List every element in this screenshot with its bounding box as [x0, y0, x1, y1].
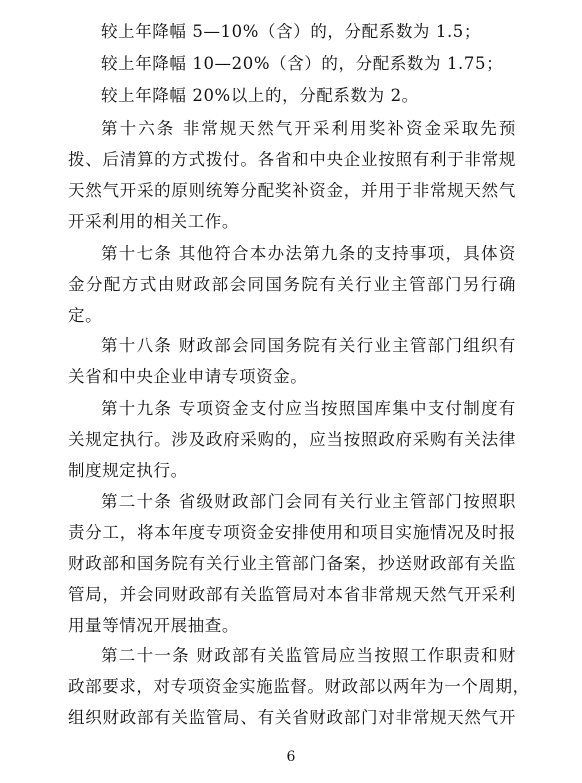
- article-16-line: 开采利用的相关工作。: [68, 212, 239, 231]
- article-16-line: 拨、后清算的方式拨付。各省和中央企业按照有利于非常规: [68, 150, 516, 169]
- article-17: [68, 238, 516, 331]
- coefficient-line-3: [68, 80, 516, 111]
- article-17-line: 第十七条 其他符合本办法第九条的支持事项，具体资: [101, 244, 516, 263]
- article-20: [68, 486, 516, 641]
- article-16-line: 天然气开采的原则统筹分配奖补资金，并用于非常规天然气: [68, 181, 516, 200]
- article-17-line: 金分配方式由财政部会同国务院有关行业主管部门另行确: [68, 275, 516, 294]
- article-19-line: 第十九条 专项资金支付应当按照国库集中支付制度有: [101, 399, 516, 418]
- coefficient-line-3-line: 较上年降幅 20%以上的，分配系数为 2。: [101, 86, 419, 105]
- article-21: [68, 640, 530, 733]
- article-16-line: 第十六条 非常规天然气开采利用奖补资金采取先预: [101, 119, 516, 138]
- coefficient-line-2: [68, 48, 516, 79]
- article-21-line: 第二十一条 财政部有关监管局应当按照工作职责和财: [101, 646, 516, 665]
- article-20-line: 财政部和国务院有关行业主管部门备案，抄送财政部有关监: [68, 554, 516, 573]
- article-19-line: 制度规定执行。: [68, 461, 188, 480]
- article-21-line: 政部要求，对专项资金实施监督。财政部以两年为一个周期，: [68, 677, 530, 696]
- coefficient-line-2-line: 较上年降幅 10—20%（含）的，分配系数为 1.75；: [101, 54, 504, 73]
- article-20-line: 用量等情况开展抽查。: [68, 616, 239, 635]
- coefficient-line-1: [68, 16, 516, 47]
- coefficient-line-1-line: 较上年降幅 5—10%（含）的，分配系数为 1.5；: [101, 22, 482, 41]
- article-19: [68, 393, 516, 486]
- article-19-line: 关规定执行。涉及政府采购的，应当按照政府采购有关法律: [68, 430, 516, 449]
- article-17-line: 定。: [68, 306, 103, 325]
- article-18-line: 第十八条 财政部会同国务院有关行业主管部门组织有: [101, 336, 516, 355]
- article-18: [68, 330, 516, 392]
- article-21-line: 组织财政部有关监管局、有关省财政部门对非常规天然气开: [68, 708, 516, 727]
- article-20-line: 责分工，将本年度专项资金安排使用和项目实施情况及时报: [68, 523, 516, 542]
- page-number: 6: [286, 749, 296, 765]
- article-18-line: 关省和中央企业申请专项资金。: [68, 367, 308, 386]
- article-16: [68, 113, 516, 237]
- article-20-line: 管局，并会同财政部有关监管局对本省非常规天然气开采利: [68, 585, 516, 604]
- article-20-line: 第二十条 省级财政部门会同有关行业主管部门按照职: [101, 492, 516, 511]
